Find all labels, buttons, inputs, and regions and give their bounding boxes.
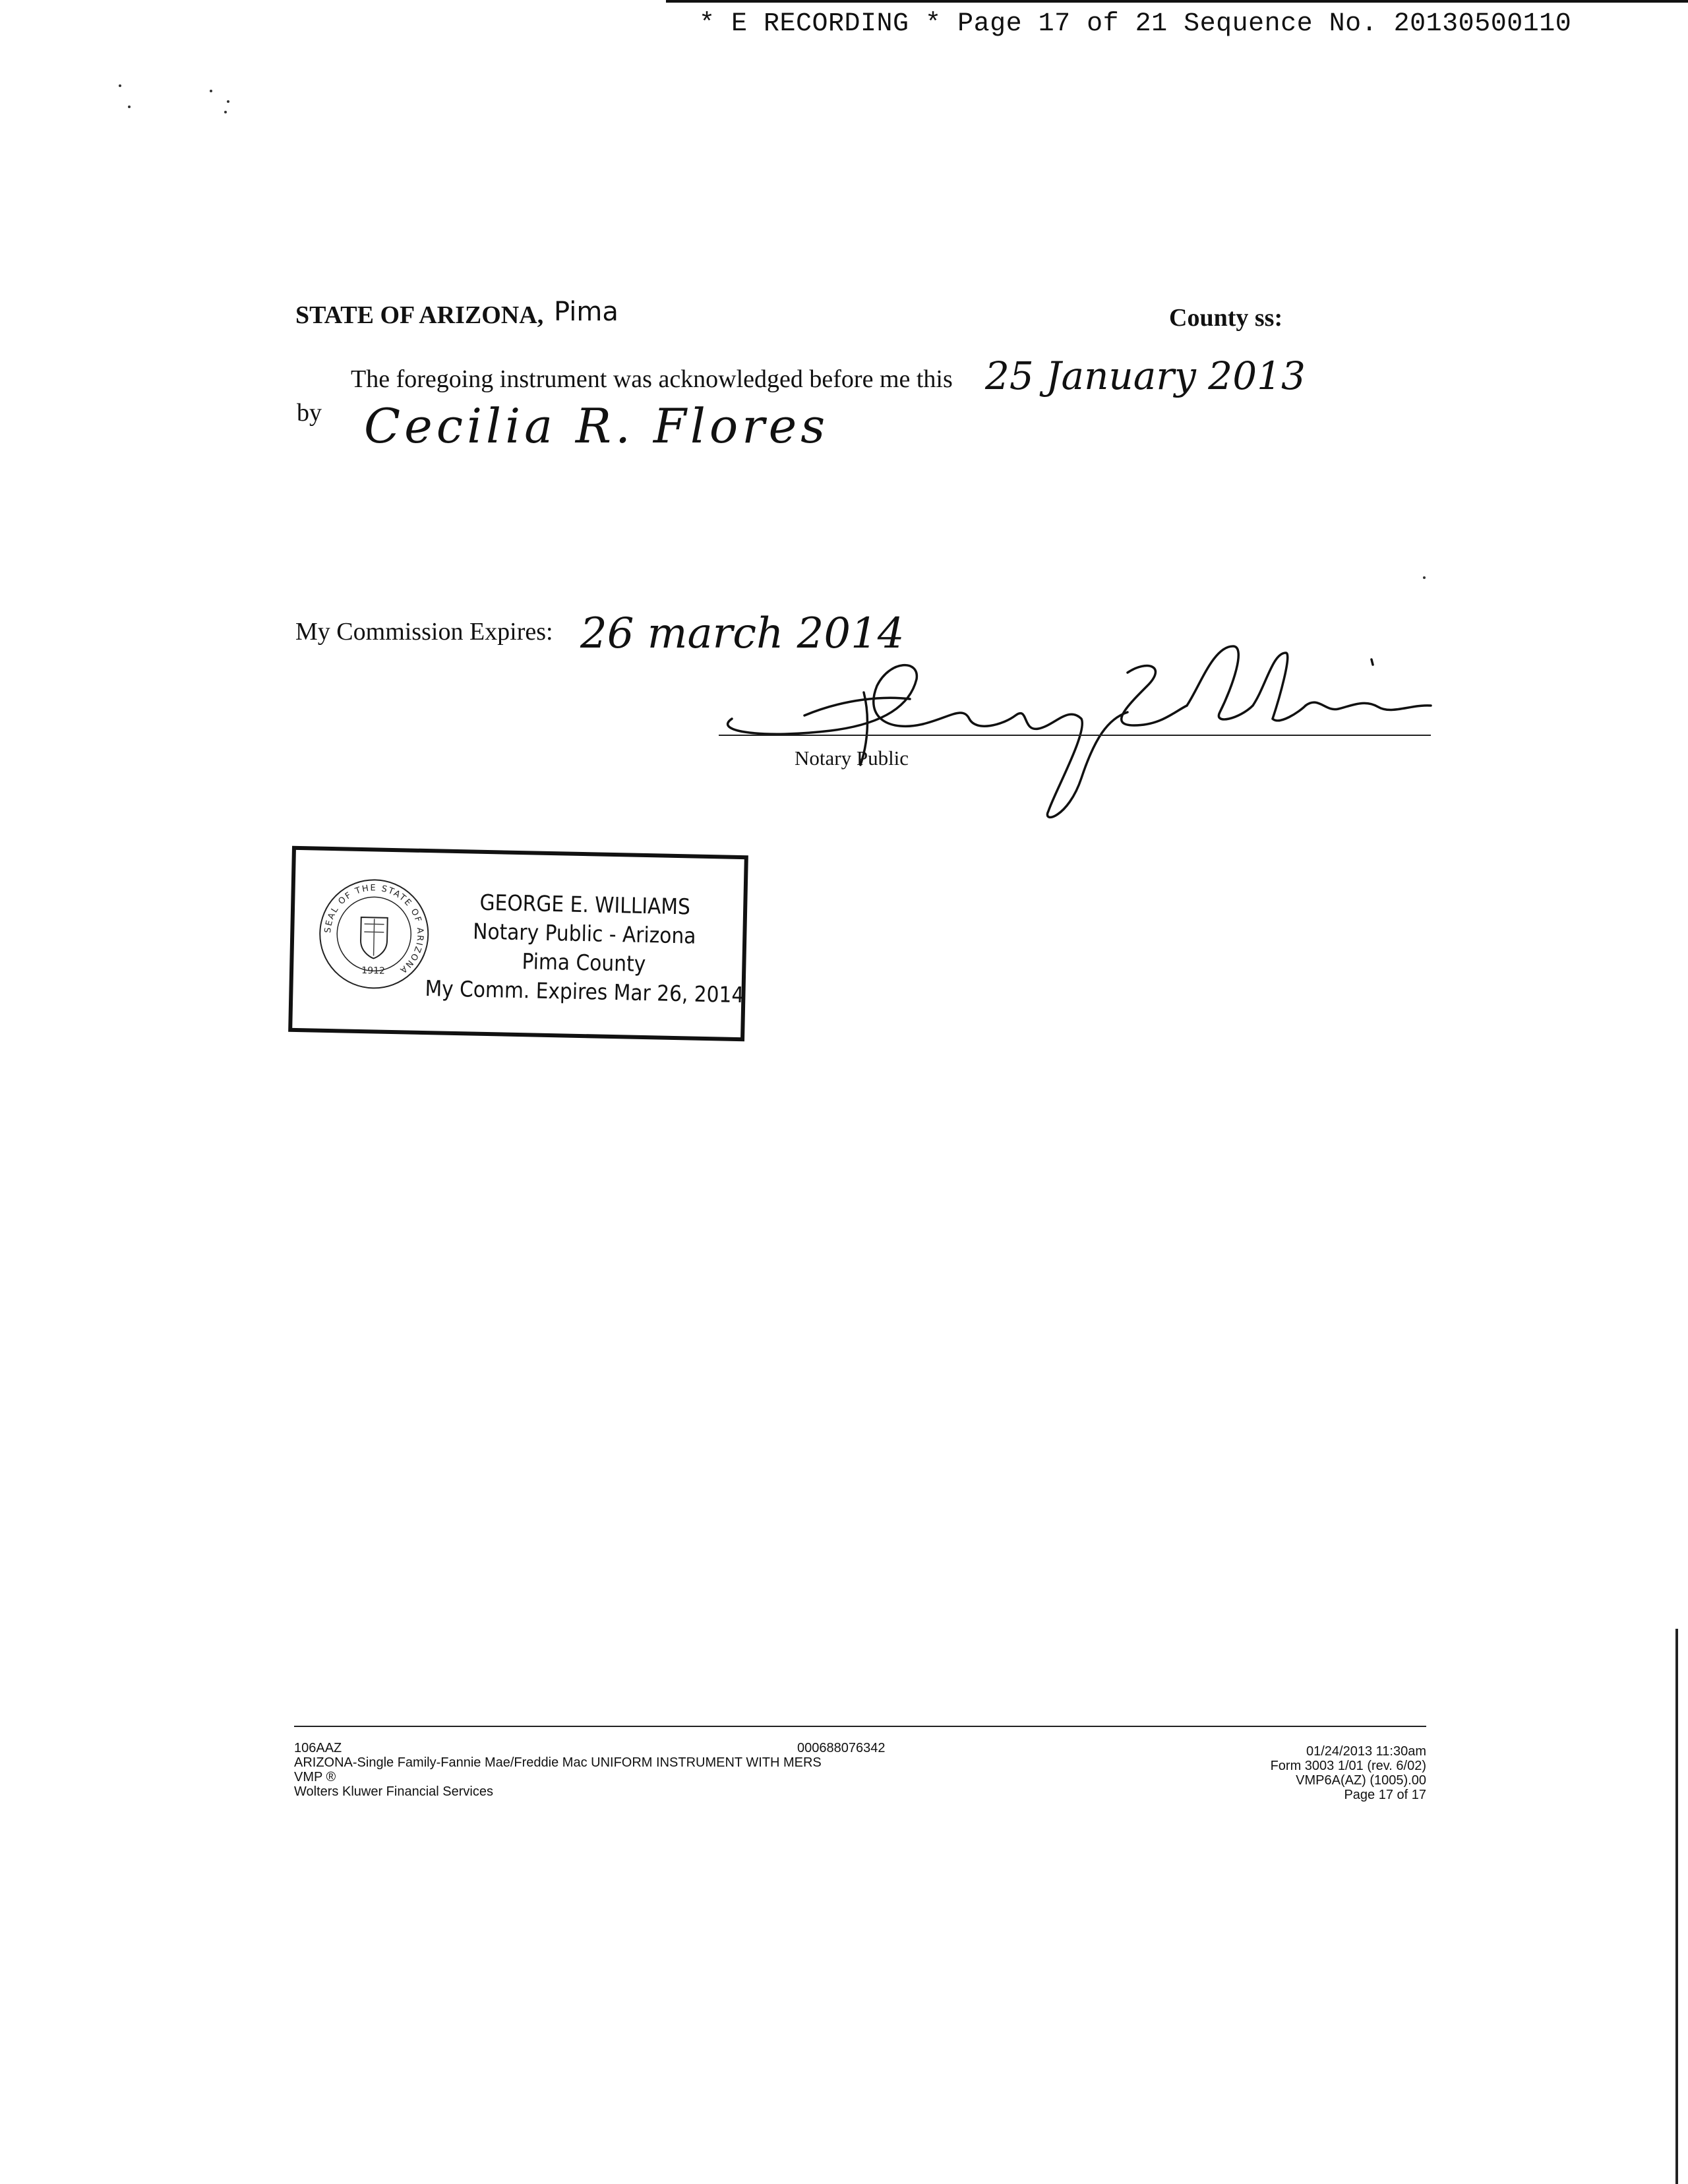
stamp-text-block bbox=[425, 887, 744, 1010]
notary-signature bbox=[712, 633, 1437, 824]
footer-page: Page 17 of 17 bbox=[1344, 1788, 1426, 1802]
notary-stamp bbox=[288, 846, 748, 1041]
acknowledgment-statement: The foregoing instrument was acknowledged before me this bbox=[351, 365, 953, 393]
footer-vmp-code: VMP6A(AZ) (1005).00 bbox=[1296, 1773, 1426, 1788]
stamp-expiration: My Comm. Expires Mar 26, 2014 bbox=[425, 975, 744, 1008]
seal-year: 1912 bbox=[361, 965, 386, 977]
stamp-county: Pima County bbox=[522, 948, 646, 977]
county-ss-label: County ss: bbox=[1169, 304, 1283, 332]
commission-expires-label: My Commission Expires: bbox=[295, 618, 553, 646]
scan-speck bbox=[210, 90, 212, 92]
state-seal-icon bbox=[316, 877, 431, 992]
seal-ring-text: SEAL OF THE STATE OF ARIZONA bbox=[323, 883, 425, 976]
stamp-notary-title: Notary Public - Arizona bbox=[472, 918, 696, 949]
footer-instrument: ARIZONA-Single Family-Fannie Mae/Freddie Mac UNIFORM INSTRUMENT WITH MERS bbox=[294, 1755, 822, 1770]
right-edge-line bbox=[1675, 1629, 1678, 2184]
footer-left-block bbox=[294, 1741, 822, 1799]
footer-form-number: Form 3003 1/01 (rev. 6/02) bbox=[1270, 1759, 1426, 1773]
footer-datetime: 01/24/2013 11:30am bbox=[1306, 1744, 1426, 1759]
footer-vmp: VMP ® bbox=[294, 1770, 336, 1784]
commission-date-handwritten: 26 march 2014 bbox=[580, 609, 905, 658]
notary-public-label: Notary Public bbox=[795, 746, 909, 770]
footer-rule bbox=[294, 1726, 1426, 1727]
signer-name-handwritten: Cecilia R. Flores bbox=[364, 398, 829, 454]
stamp-notary-name: GEORGE E. WILLIAMS bbox=[479, 889, 691, 920]
footer-form-code: 106AAZ bbox=[294, 1741, 342, 1755]
footer-right-block bbox=[1160, 1744, 1426, 1802]
scan-speck bbox=[119, 84, 121, 87]
by-label: by bbox=[297, 399, 322, 427]
footer-publisher: Wolters Kluwer Financial Services bbox=[294, 1784, 493, 1799]
top-border-line bbox=[666, 0, 1688, 3]
scan-speck bbox=[128, 106, 131, 108]
footer-loan-number: 000688076342 bbox=[797, 1741, 886, 1755]
county-name: Pima bbox=[554, 297, 618, 327]
scan-speck bbox=[224, 111, 227, 113]
state-label: STATE OF ARIZONA, bbox=[295, 301, 544, 329]
acknowledgment-date-handwritten: 25 January 2013 bbox=[985, 353, 1306, 398]
scan-speck bbox=[1423, 576, 1426, 579]
recording-header: * E RECORDING * Page 17 of 21 Sequence No. 20130500110 bbox=[699, 9, 1572, 39]
signature-line bbox=[719, 735, 1431, 736]
scan-speck bbox=[227, 100, 229, 103]
